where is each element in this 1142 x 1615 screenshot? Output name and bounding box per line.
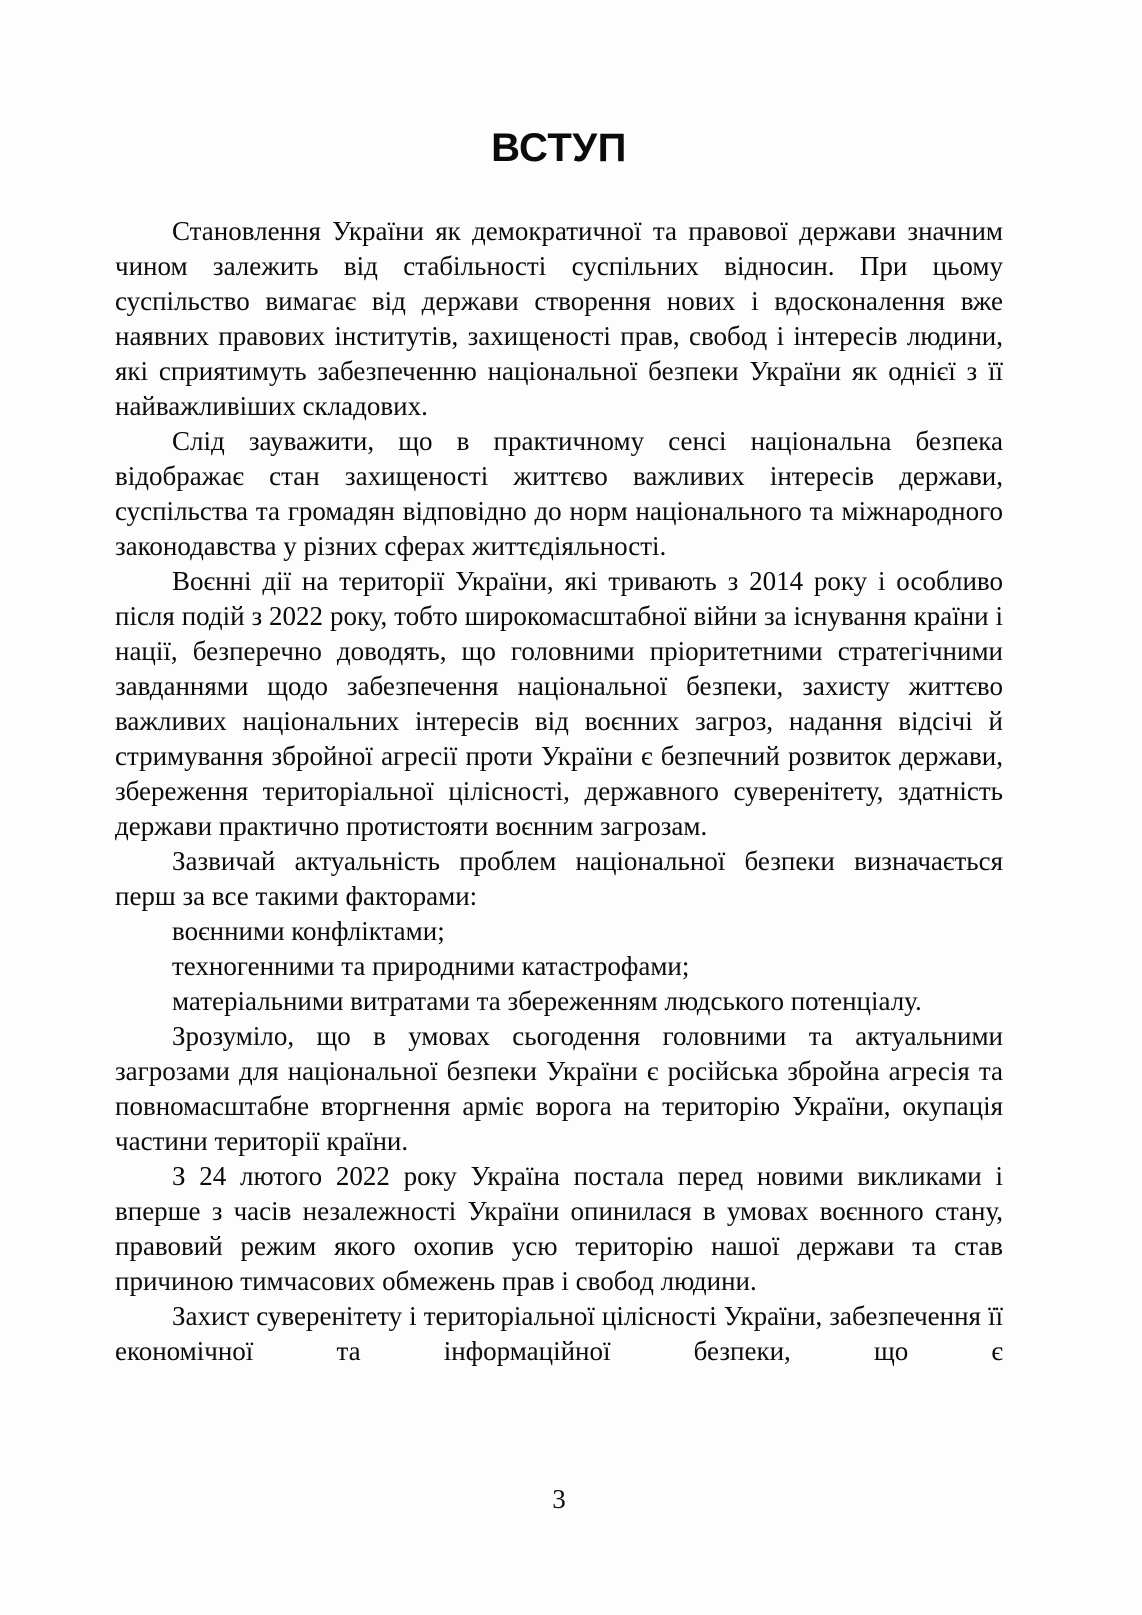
paragraph: Воєнні дії на території України, які тривають з 2014 року і особливо після подій з 2022 року, тобто широкомасштабної війни за існування країни і нації, безперечно доводять, що головними пріоритетними стратегічними завданнями щодо забезпечення національної безпеки, захисту життєво важливих національних інтересів від воєнних загроз, надання відсічі й стримування збройної агресії проти України є безпечний розвиток держави, збереження територіальної цілісності, державного суверенітету, здатність держави практично протистояти воєнним загрозам. [115,566,1003,841]
list-item: матеріальними витратами та збереженням людського потенціалу. [172,986,922,1016]
list-item: воєнними конфліктами; [172,916,445,946]
paragraph: Слід зауважити, що в практичному сенсі національна безпека відображає стан захищеності життєво важливих інтересів держави, суспільства та громадян відповідно до норм національного та міжнародного законодавства у різних сферах життєдіяльності. [115,426,1003,561]
paragraph: Зрозуміло, що в умовах сьогодення головними та актуальними загрозами для національної безпеки України є російська збройна агресія та повномасштабне вторгнення арміє ворога на територію України, окупація частини території країни. [115,1021,1003,1156]
paragraph: З 24 лютого 2022 року Україна постала перед новими викликами і вперше з часів незалежності України опинилася в умовах воєнного стану, правовий режим якого охопив усю територію нашої держави та став причиною тимчасових обмежень прав і свобод людини. [115,1161,1003,1296]
paragraph: Зазвичай актуальність проблем національної безпеки визначається перш за все такими факторами: [115,846,1003,911]
paragraph: Становлення України як демократичної та правової держави значним чином залежить від стабільності суспільних відносин. При цьому суспільство вимагає від держави створення нових і вдосконалення вже наявних правових інститутів, захищеності прав, свобод і інтересів людини, які сприятимуть забезпеченню національної безпеки України як однієї з її найважливіших складових. [115,216,1003,421]
document-body [115,214,1003,1369]
paragraph: Захист суверенітету і територіальної цілісності України, забезпечення її економічної та інформаційної безпеки, що є [115,1301,1003,1366]
page-number: 3 [552,1484,566,1514]
list-item: техногенними та природними катастрофами; [172,951,690,981]
page-title: ВСТУП [491,126,627,170]
